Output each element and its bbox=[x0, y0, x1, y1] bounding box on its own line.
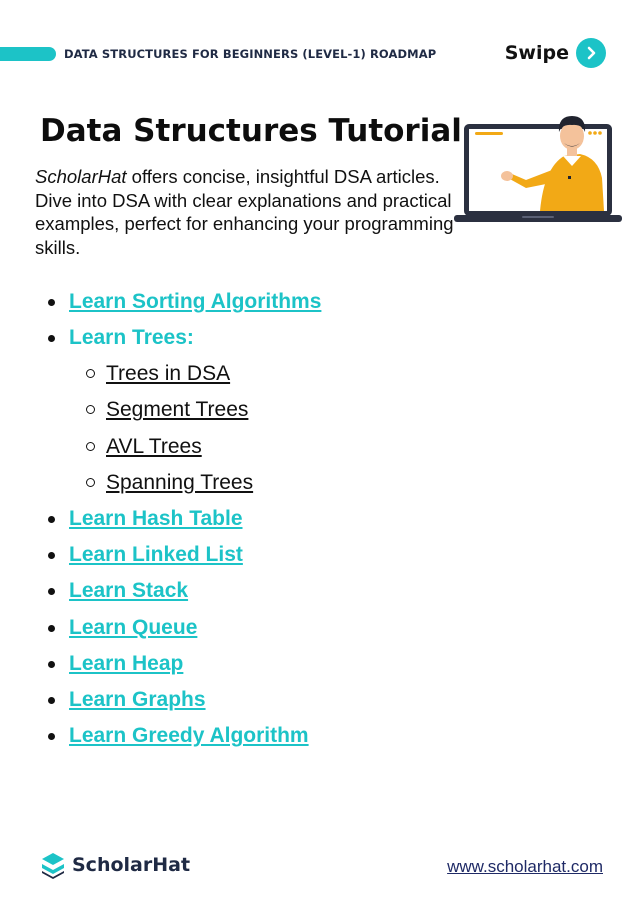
list-item[interactable] bbox=[36, 575, 321, 611]
footer-brand: ScholarHat bbox=[72, 854, 191, 876]
list-item[interactable] bbox=[36, 503, 321, 539]
laptop-presenter-illustration bbox=[452, 108, 624, 230]
topic-link-linked-list[interactable]: Learn Linked List bbox=[69, 543, 243, 567]
footer-logo bbox=[40, 851, 190, 879]
scholarhat-logo-icon bbox=[40, 851, 66, 879]
sublist-item[interactable] bbox=[69, 467, 321, 503]
intro-paragraph bbox=[35, 165, 465, 259]
topic-link-greedy-algorithm[interactable]: Learn Greedy Algorithm bbox=[69, 724, 309, 748]
list-item-trees bbox=[36, 322, 321, 503]
footer-website-link[interactable]: www.scholarhat.com bbox=[447, 857, 603, 876]
list-item[interactable] bbox=[36, 286, 321, 322]
list-item[interactable] bbox=[36, 539, 321, 575]
sublist-item[interactable] bbox=[69, 358, 321, 394]
subtopic-link-spanning-trees[interactable]: Spanning Trees bbox=[106, 470, 254, 494]
page-title: Data Structures Tutorial bbox=[40, 113, 462, 149]
topic-link-heap[interactable]: Learn Heap bbox=[69, 651, 184, 675]
list-item[interactable] bbox=[36, 648, 321, 684]
subtopic-link-trees-in-dsa[interactable]: Trees in DSA bbox=[106, 362, 231, 386]
subtopic-link-avl-trees[interactable]: AVL Trees bbox=[106, 434, 202, 458]
sublist-item[interactable] bbox=[69, 431, 321, 467]
intro-text: offers concise, insightful DSA articles. Dive into DSA with clear explanations and practical examples, perfect for enhancing your programming skills. bbox=[35, 166, 454, 258]
topic-list bbox=[36, 286, 321, 756]
list-item[interactable] bbox=[36, 684, 321, 720]
roadmap-title: DATA STRUCTURES FOR BEGINNERS (LEVEL-1) ROADMAP bbox=[64, 47, 437, 61]
trees-sublist bbox=[69, 358, 321, 503]
subtopic-link-segment-trees[interactable]: Segment Trees bbox=[106, 398, 249, 422]
topic-link-sorting[interactable]: Learn Sorting Algorithms bbox=[69, 290, 322, 313]
swipe-label: Swipe bbox=[504, 42, 569, 64]
topic-link-queue[interactable]: Learn Queue bbox=[69, 615, 198, 639]
swipe-button[interactable] bbox=[576, 38, 606, 68]
topic-link-stack[interactable]: Learn Stack bbox=[69, 579, 189, 603]
intro-brand: ScholarHat bbox=[35, 166, 127, 187]
topic-label-trees: Learn Trees: bbox=[69, 326, 194, 350]
header-accent-bar bbox=[0, 47, 56, 61]
list-item[interactable] bbox=[36, 612, 321, 648]
topic-link-graphs[interactable]: Learn Graphs bbox=[69, 687, 206, 711]
chevron-right-icon bbox=[584, 46, 598, 60]
topic-link-hash-table[interactable]: Learn Hash Table bbox=[69, 506, 243, 530]
swipe-control[interactable] bbox=[505, 38, 606, 68]
list-item[interactable] bbox=[36, 720, 321, 756]
sublist-item[interactable] bbox=[69, 394, 321, 430]
